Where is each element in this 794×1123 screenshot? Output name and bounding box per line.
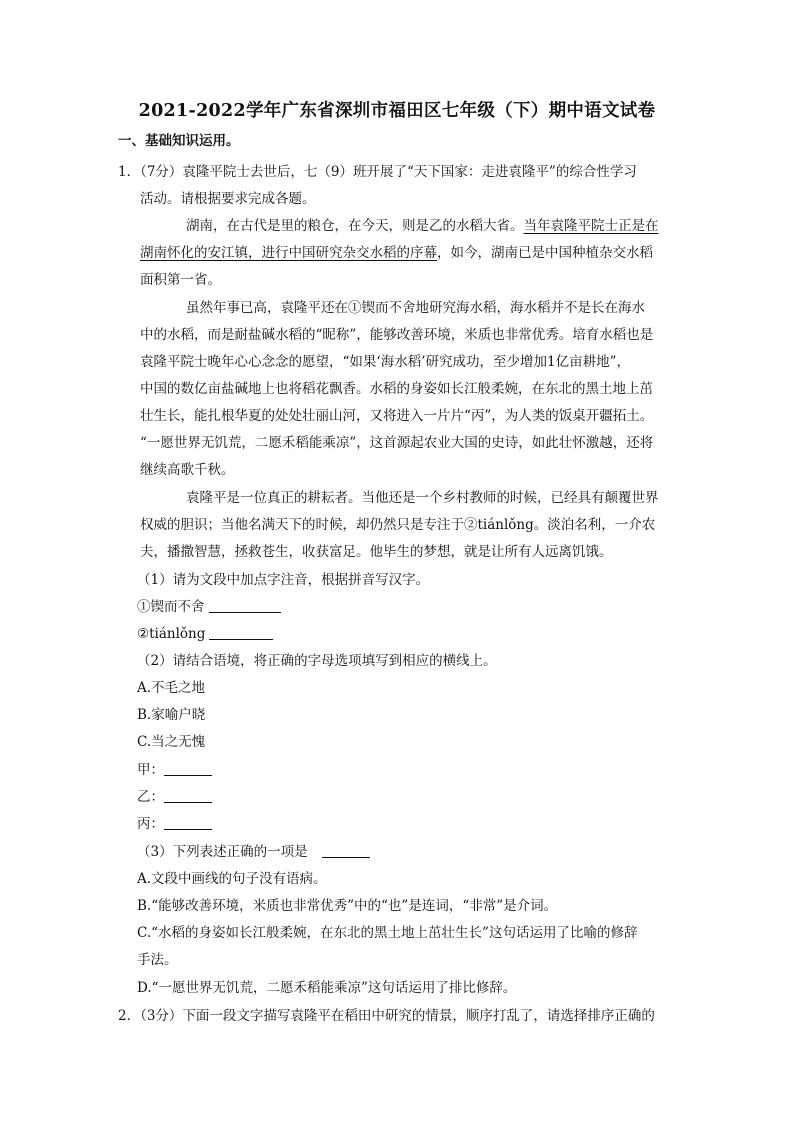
passage-p2-line1: 虽然年事已高，袁隆平还在①锲而不舍地研究海水稻，海水稻并不是长在海水 <box>186 300 645 316</box>
passage-p1-line2 <box>140 243 653 263</box>
choice-d: D.“一愿世界无饥荒，二愿禾稻能乘凉”这句话运用了排比修辞。 <box>137 980 517 996</box>
answer-blank[interactable] <box>209 625 273 640</box>
fill-yi <box>137 787 212 807</box>
choice-b: B.“能够改善环境，米质也非常优秀”中的“也”是连词，“非常”是介词。 <box>137 898 558 914</box>
exam-title: 2021-2022学年广东省深圳市福田区七年级（下）期中语文试卷 <box>138 101 656 121</box>
sub1-item-b <box>137 624 273 644</box>
sub1-item-a <box>137 597 281 617</box>
sub-question-1: （1）请为文段中加点字注音，根据拼音写汉字。 <box>137 572 430 588</box>
q1-stem-line2: 活动。请根据要求完成各题。 <box>140 191 316 207</box>
q2-stem-line1: 2．（3分）下面一段文字描写袁隆平在稻田中研究的情景，顺序打乱了，请选择排序正确的 <box>118 1008 655 1024</box>
underlined-sentence: 湖南怀化的安江镇，进行中国研究杂交水稻的序幕 <box>140 245 437 261</box>
passage-p2-line4: 中国的数亿亩盐碱地上也将稻花飘香。水稻的身姿如长江般柔婉，在东北的黑土地上茁 <box>140 381 653 397</box>
sub-question-2: （2）请结合语境，将正确的字母选项填写到相应的横线上。 <box>137 653 497 669</box>
passage-p2-line5: 壮生长，能扎根华夏的处处壮丽山河，又将进入一片片“丙”，为人类的饭桌开疆拓土。 <box>140 408 654 424</box>
section-heading: 一、基础知识运用。 <box>118 133 240 149</box>
fill-jia <box>137 760 212 780</box>
fill-label: 乙： <box>137 789 164 805</box>
answer-blank[interactable] <box>322 843 370 858</box>
sub-question-3 <box>137 842 370 862</box>
fill-label: 甲： <box>137 762 164 778</box>
passage-p2-line3: 袁隆平院士晚年心心念念的愿望，“如果‘海水稻’研究成功，至少增加1亿亩耕地”， <box>140 354 630 370</box>
option-a: A.不毛之地 <box>137 680 206 696</box>
choice-c-line1: C.“水稻的身姿如长江般柔婉，在东北的黑土地上茁壮生长”这句话运用了比喻的修辞 <box>137 925 638 941</box>
passage-text: 湖南，在古代是里的粮仓，在今天，则是乙的水稻大省。 <box>186 218 524 234</box>
choice-a: A.文段中画线的句子没有语病。 <box>137 871 327 887</box>
passage-text: ，如今，湖南已是中国种植杂交水稻 <box>437 245 653 261</box>
passage-p1-line1 <box>186 216 659 236</box>
sub3-text: （3）下列表述正确的一项是 <box>137 844 308 860</box>
q1-stem-line1: 1．（7分）袁隆平院士去世后，七（9）班开展了“天下国家：走进袁隆平”的综合性学习 <box>118 164 637 180</box>
answer-blank[interactable] <box>209 598 281 613</box>
option-b: B.家喻户晓 <box>137 707 206 723</box>
answer-blank[interactable] <box>164 788 212 803</box>
fill-label: 丙： <box>137 816 164 832</box>
fill-bing <box>137 814 212 834</box>
choice-c-line2: 手法。 <box>137 952 178 968</box>
underlined-sentence: 当年袁隆平院士正是在 <box>523 218 659 234</box>
item-label: ①锲而不舍 <box>137 599 205 615</box>
passage-p1-line3: 面积第一省。 <box>140 272 221 288</box>
option-c: C.当之无愧 <box>137 734 206 750</box>
passage-p3-line1: 袁隆平是一位真正的耕耘者。当他还是一个乡村教师的时候，已经具有颠覆世界 <box>186 490 659 506</box>
passage-p3-line2: 权威的胆识；当他名满天下的时候，却仍然只是专注于②tiánlǒng。淡泊名利，一介农 <box>140 517 656 533</box>
passage-p3-line3: 夫，播撒智慧，拯救苍生，收获富足。他毕生的梦想，就是让所有人远离饥饿。 <box>140 544 613 560</box>
answer-blank[interactable] <box>164 761 212 776</box>
answer-blank[interactable] <box>164 815 212 830</box>
item-label: ②tiánlǒng <box>137 626 206 642</box>
passage-p2-line6: “一愿世界无饥荒，二愿禾稻能乘凉”，这首源起农业大国的史诗，如此壮怀激越，还将 <box>140 435 654 451</box>
passage-p2-line2: 中的水稻，而是耐盐碱水稻的“昵称”，能够改善环境，米质也非常优秀。培育水稻也是 <box>140 327 654 343</box>
passage-p2-line7: 继续高歌千秋。 <box>140 462 235 478</box>
